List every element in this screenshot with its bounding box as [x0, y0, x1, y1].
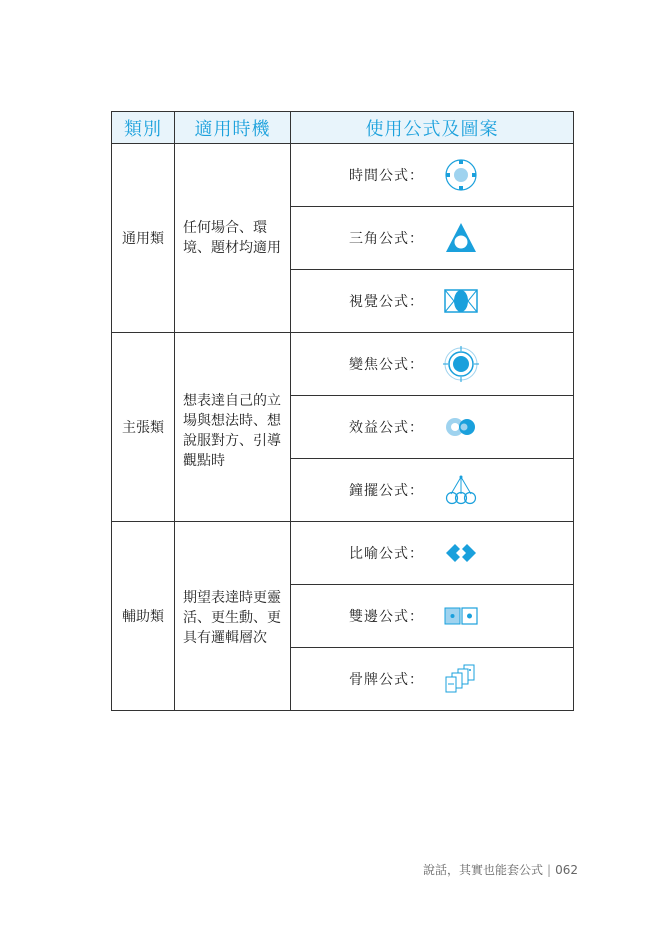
- formula-label: 變焦公式：: [349, 357, 424, 373]
- formula-label: 視覺公式：: [349, 294, 424, 310]
- usage-line: 想表達自己的立: [183, 393, 281, 409]
- page-number: 062: [555, 863, 578, 877]
- header-usage: 適用時機: [175, 112, 291, 144]
- eye-lens-icon: [443, 283, 479, 319]
- formula-cell: [291, 396, 574, 459]
- table-row: [112, 333, 574, 396]
- usage-cell: [175, 522, 291, 711]
- usage-line: 任何場合、環: [183, 220, 267, 236]
- diamonds-icon: [443, 535, 479, 571]
- usage-line: 場與想法時、想: [183, 413, 281, 429]
- usage-line: 境、題材均適用: [183, 240, 281, 256]
- formula-cell: [291, 459, 574, 522]
- usage-line: 說服對方、引導: [183, 433, 281, 449]
- domino-cards-icon: [443, 661, 479, 697]
- usage-cell: [175, 144, 291, 333]
- book-title: 說話，其實也能套公式: [423, 863, 544, 877]
- formula-label: 雙邊公式：: [349, 609, 424, 625]
- formula-cell: [291, 144, 574, 207]
- formula-label: 鐘擺公式：: [349, 483, 424, 499]
- usage-line: 期望表達時更靈: [183, 590, 281, 606]
- formula-label: 效益公式：: [349, 420, 424, 436]
- category-cell: 主張類: [112, 333, 175, 522]
- formula-cell: [291, 207, 574, 270]
- usage-cell: [175, 333, 291, 522]
- pill-icon: [443, 409, 479, 445]
- table-header-row: [112, 112, 574, 144]
- page-footer: [423, 861, 578, 878]
- footer-separator: |: [547, 863, 552, 877]
- category-cell: 通用類: [112, 144, 175, 333]
- table-row: [112, 144, 574, 207]
- triangle-icon: [443, 220, 479, 256]
- header-category: 類別: [112, 112, 175, 144]
- clock-circle-icon: [443, 157, 479, 193]
- table-row: [112, 522, 574, 585]
- formula-label: 骨牌公式：: [349, 672, 424, 688]
- pendulum-icon: [443, 472, 479, 508]
- usage-line: 活、更生動、更: [183, 610, 281, 626]
- formula-cell: [291, 270, 574, 333]
- formula-cell: [291, 585, 574, 648]
- usage-line: 具有邏輯層次: [183, 630, 267, 646]
- header-formula: 使用公式及圖案: [291, 112, 574, 144]
- formula-label: 三角公式：: [349, 231, 424, 247]
- formula-cell: [291, 648, 574, 711]
- target-icon: [443, 346, 479, 382]
- formula-cell: [291, 333, 574, 396]
- formula-label: 比喻公式：: [349, 546, 424, 562]
- formula-label: 時間公式：: [349, 168, 424, 184]
- dual-box-icon: [443, 598, 479, 634]
- formula-table: [111, 111, 574, 711]
- category-cell: 輔助類: [112, 522, 175, 711]
- usage-line: 觀點時: [183, 453, 225, 469]
- formula-cell: [291, 522, 574, 585]
